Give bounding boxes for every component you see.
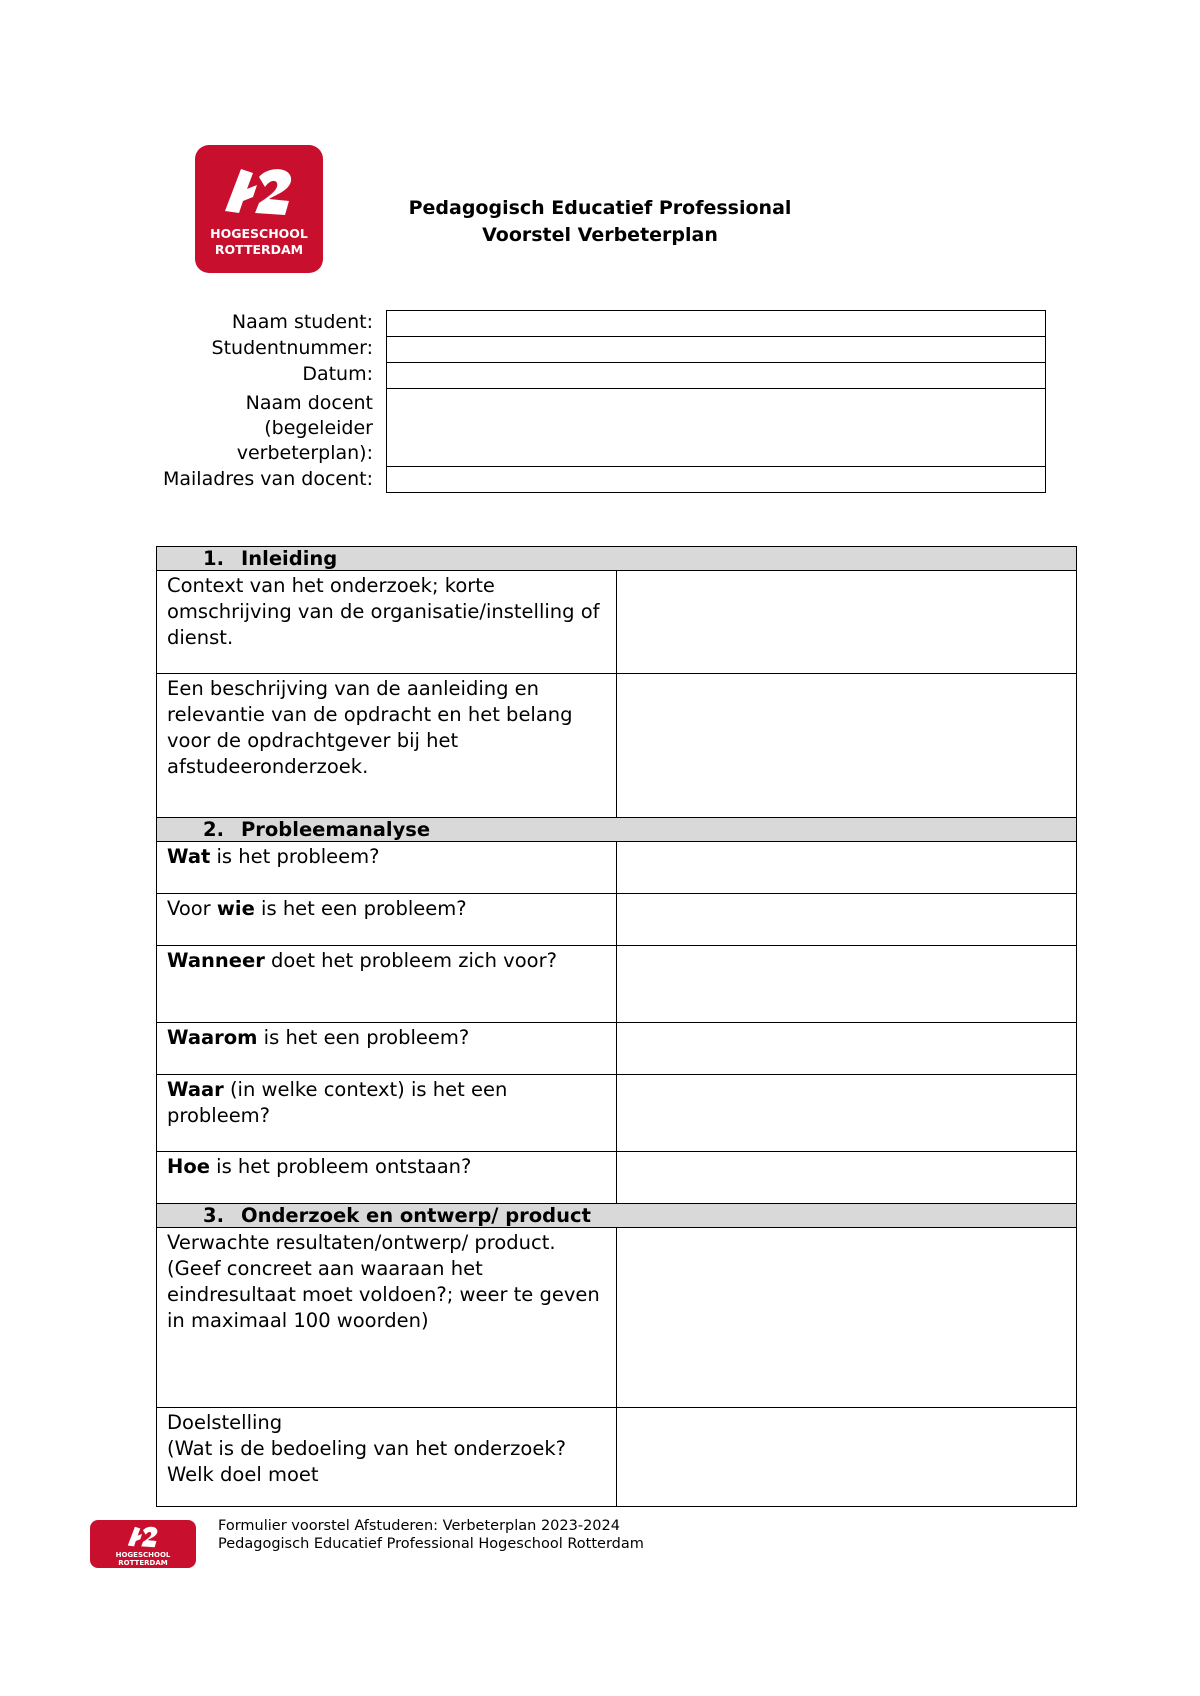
question-note: (Wat is de bedoeling van het onderzoek? Welk doel moet [167, 1437, 566, 1486]
question-keyword: Waar [167, 1078, 224, 1101]
section-number: 2. [203, 818, 224, 841]
question-keyword: Hoe [167, 1155, 210, 1178]
field-studentnummer[interactable] [386, 336, 1046, 363]
table-row [157, 1152, 1077, 1204]
field-naam-student[interactable] [386, 310, 1046, 337]
answer-cell[interactable] [617, 842, 1077, 894]
question-text: is het een probleem? [257, 1026, 470, 1049]
answer-cell[interactable] [617, 1152, 1077, 1204]
table-row [157, 842, 1077, 894]
label-naam-docent-1: Naam docent [245, 392, 373, 414]
answer-cell[interactable] [617, 1075, 1077, 1152]
label-mailadres: Mailadres van docent: [162, 468, 373, 490]
question-cell [157, 1408, 617, 1507]
question-note: (Geef concreet aan waaraan het eindresultaat moet voldoen?; weer te geven in maximaal 100 woorden) [167, 1257, 600, 1332]
question-text: is het probleem? [210, 845, 380, 868]
question-text: Verwachte resultaten/ontwerp/ product. [167, 1231, 556, 1254]
footer-line1: Formulier voorstel Afstuderen: Verbeterplan 2023-2024 [218, 1518, 620, 1534]
table-row [157, 674, 1077, 818]
question-text: is het een probleem? [254, 897, 467, 920]
hr-logo-mark-icon [219, 163, 299, 221]
question-cell [157, 1228, 617, 1408]
table-row [157, 946, 1077, 1023]
field-datum[interactable] [386, 362, 1046, 389]
field-naam-docent[interactable] [386, 388, 1046, 467]
document-subtitle: Voorstel Verbeterplan [482, 224, 718, 246]
answer-cell[interactable] [617, 571, 1077, 674]
field-mailadres[interactable] [386, 466, 1046, 493]
footer-logo-line2: ROTTERDAM [118, 1559, 168, 1567]
answer-cell[interactable] [617, 674, 1077, 818]
question-cell: Een beschrijving van de aanleiding en relevantie van de opdracht en het belang voor de opdrachtgever bij het afstudeeronderzoek. [157, 674, 617, 818]
answer-cell[interactable] [617, 1408, 1077, 1507]
logo-line2: ROTTERDAM [214, 242, 304, 257]
question-text: is het probleem ontstaan? [209, 1155, 472, 1178]
section-title: Probleemanalyse [241, 818, 431, 841]
answer-cell[interactable] [617, 946, 1077, 1023]
question-cell [157, 894, 617, 946]
question-keyword: wie [216, 897, 255, 920]
label-datum: Datum: [302, 363, 373, 385]
footer-logo-line1: HOGESCHOOL [115, 1551, 171, 1559]
question-keyword: Waarom [167, 1026, 258, 1049]
table-row [157, 571, 1077, 674]
document-title: Pedagogisch Educatief Professional [408, 197, 792, 219]
section-number: 1. [203, 547, 224, 570]
question-cell: Context van het onderzoek; korte omschrijving van de organisatie/instelling of dienst. [157, 571, 617, 674]
verbeterplan-table [156, 546, 1077, 1507]
table-row [157, 1408, 1077, 1507]
section-number: 3. [203, 1204, 224, 1227]
section-title: Inleiding [241, 547, 338, 570]
table-row [157, 894, 1077, 946]
label-naam-docent-2: (begeleider [264, 417, 373, 439]
question-prefix: Voor [167, 897, 217, 920]
label-naam-student: Naam student: [231, 311, 373, 333]
table-row [157, 1023, 1077, 1075]
section-header-probleemanalyse [157, 818, 1077, 842]
question-cell [157, 1023, 617, 1075]
question-cell [157, 946, 617, 1023]
label-studentnummer: Studentnummer: [211, 337, 373, 359]
section-header-onderzoek [157, 1204, 1077, 1228]
answer-cell[interactable] [617, 894, 1077, 946]
table-row [157, 1075, 1077, 1152]
hogeschool-rotterdam-logo [195, 145, 323, 273]
label-naam-docent-3: verbeterplan): [236, 442, 373, 464]
footer-logo [90, 1520, 196, 1568]
hr-logo-mark-icon [114, 1524, 172, 1550]
question-keyword: Wanneer [167, 949, 265, 972]
question-text: doet het probleem zich voor? [264, 949, 557, 972]
question-cell [157, 1075, 617, 1152]
footer-line2: Pedagogisch Educatief Professional Hogeschool Rotterdam [218, 1536, 644, 1552]
question-keyword: Wat [167, 845, 211, 868]
section-header-inleiding [157, 547, 1077, 571]
question-text: Doelstelling [167, 1411, 283, 1434]
logo-line1: HOGESCHOOL [210, 226, 308, 241]
question-text: (in welke context) is het een probleem? [167, 1078, 508, 1127]
answer-cell[interactable] [617, 1023, 1077, 1075]
question-cell [157, 1152, 617, 1204]
table-row [157, 1228, 1077, 1408]
answer-cell[interactable] [617, 1228, 1077, 1408]
section-title: Onderzoek en ontwerp/ product [241, 1204, 591, 1227]
question-cell [157, 842, 617, 894]
